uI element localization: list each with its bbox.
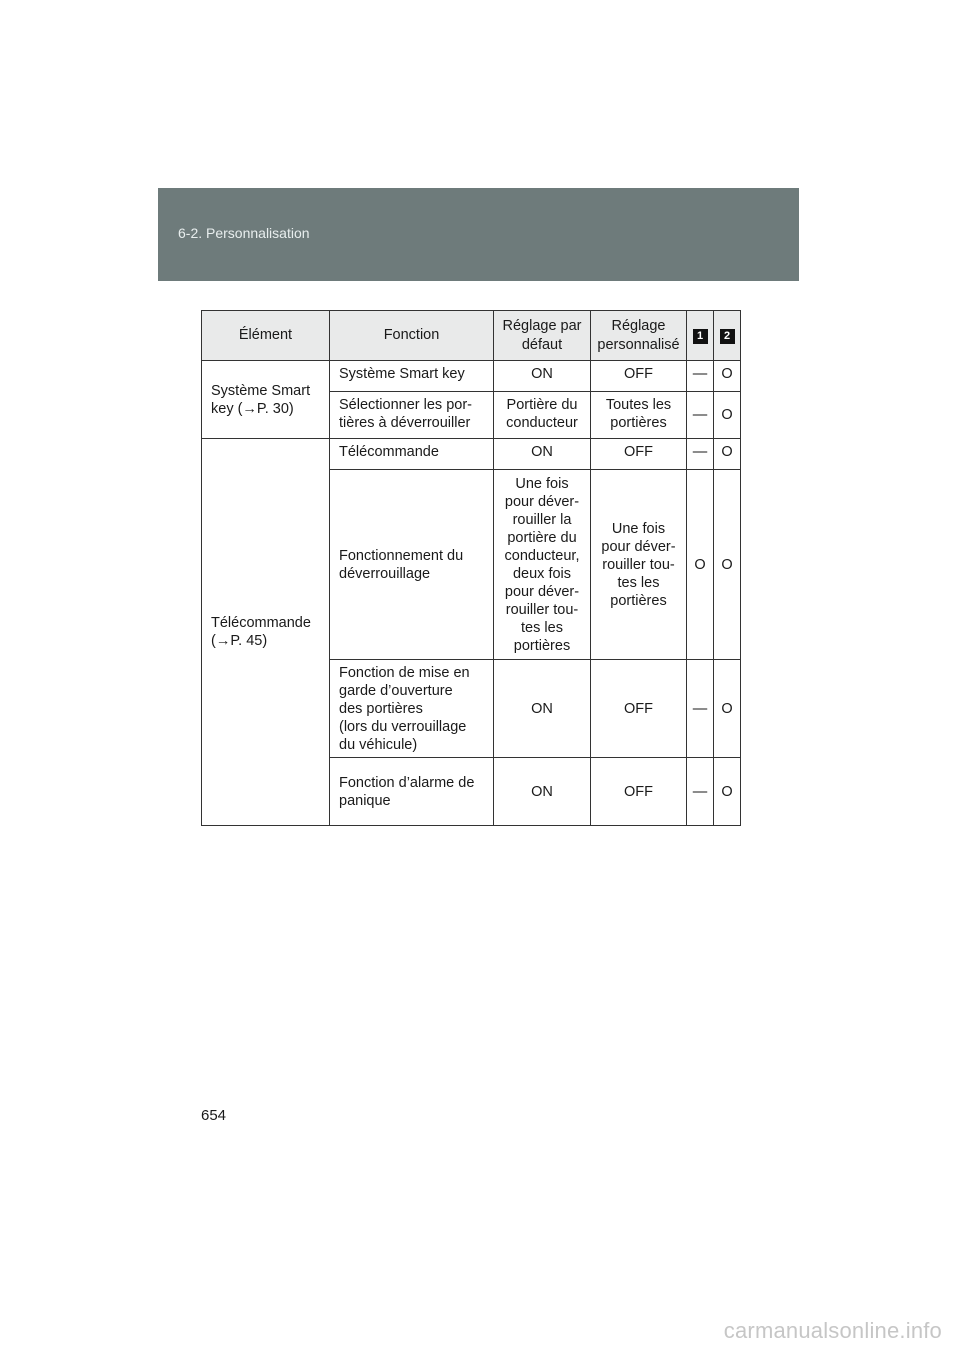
fonction-cell: Fonctionnement du déverrouillage — [330, 470, 494, 660]
fonction-cell: Fonction de mise en garde d’ouverture des portières (lors du verrouillage du véhicule) — [330, 660, 494, 758]
col2-cell: O — [714, 470, 741, 660]
col2-cell: O — [714, 361, 741, 392]
page-number: 654 — [201, 1107, 227, 1124]
fonction-cell: Sélectionner les por- tières à déverrouiller — [330, 392, 494, 439]
col2-cell: O — [714, 392, 741, 439]
table-row — [202, 361, 741, 392]
element-cell: Télécommande (→P. 45) — [202, 439, 330, 826]
fonction-cell: Système Smart key — [330, 361, 494, 392]
perso-cell: OFF — [591, 758, 687, 826]
table-row — [202, 439, 741, 470]
perso-cell: OFF — [591, 361, 687, 392]
col1-cell: — — [687, 361, 714, 392]
col1-cell: — — [687, 392, 714, 439]
defaut-cell: ON — [494, 361, 591, 392]
table-header-row — [202, 311, 741, 361]
defaut-cell: ON — [494, 758, 591, 826]
settings-table — [201, 310, 741, 826]
fonction-cell: Télécommande — [330, 439, 494, 470]
defaut-cell: Une fois pour déver- rouiller la portière du conducteur, deux fois pour déver- rouiller tou- tes les portières — [494, 470, 591, 660]
col2-cell: O — [714, 439, 741, 470]
section-title: 6-2. Personnalisation — [178, 225, 310, 241]
defaut-cell: ON — [494, 439, 591, 470]
col1-cell: O — [687, 470, 714, 660]
element-cell: Système Smart key (→P. 30) — [202, 361, 330, 439]
header-fonction: Fonction — [330, 311, 494, 361]
header-perso: Réglage personnalisé — [591, 311, 687, 361]
fonction-cell: Fonction d’alarme de panique — [330, 758, 494, 826]
col1-cell: — — [687, 439, 714, 470]
perso-cell: Une fois pour déver- rouiller tou- tes les portières — [591, 470, 687, 660]
watermark: carmanualsonline.info — [723, 1318, 942, 1343]
defaut-cell: ON — [494, 660, 591, 758]
perso-cell: OFF — [591, 439, 687, 470]
header-defaut: Réglage par défaut — [494, 311, 591, 361]
col1-cell: — — [687, 758, 714, 826]
header-element: Élément — [202, 311, 330, 361]
header-col-2 — [714, 311, 741, 361]
perso-cell: OFF — [591, 660, 687, 758]
defaut-cell: Portière du conducteur — [494, 392, 591, 439]
header-col-1 — [687, 311, 714, 361]
badge-2-icon: 2 — [720, 329, 735, 344]
col2-cell: O — [714, 660, 741, 758]
badge-1-icon: 1 — [693, 329, 708, 344]
col1-cell: — — [687, 660, 714, 758]
col2-cell: O — [714, 758, 741, 826]
perso-cell: Toutes les portières — [591, 392, 687, 439]
